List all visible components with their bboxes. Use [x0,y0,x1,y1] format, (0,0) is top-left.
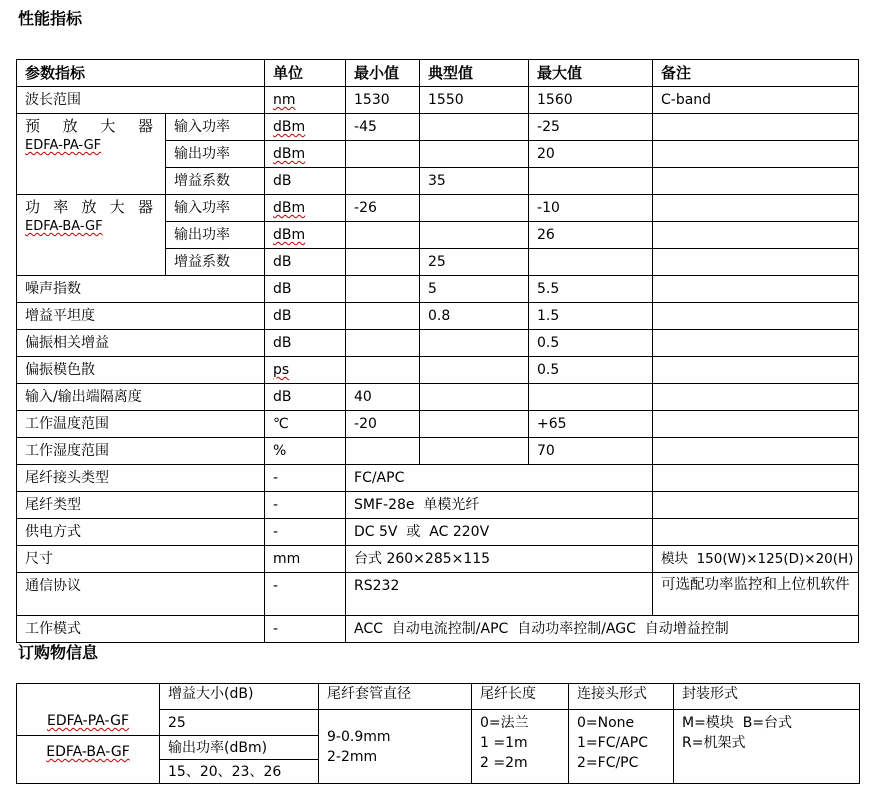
row-unit: dB [265,303,346,330]
row-unit: dB [265,330,346,357]
row-max: 0.5 [529,357,653,384]
row-max: 0.5 [529,330,653,357]
performance-title: 性能指标 [18,9,83,28]
row-unit: dB [265,168,346,195]
pkg-header: 封装形式 [674,684,860,710]
gain-header: 增益大小(dB) [160,684,319,710]
table-row [17,276,859,303]
out-header: 输出功率(dBm) [160,736,319,760]
row-note [653,384,859,411]
row-unit: ps [265,357,346,384]
conn-header: 连接头形式 [569,684,674,710]
row-max: 70 [529,438,653,465]
row-note: C-band [653,87,859,114]
out-values: 15、20、23、26 [160,760,319,784]
row-name: 增益平坦度 [17,303,265,330]
row-typ [420,438,529,465]
table-row [17,546,859,573]
row-sub-name: 输出功率 [166,222,265,249]
table-row [17,357,859,384]
table-row [17,411,859,438]
row-typ [420,141,529,168]
pkg-values: M=模块 B=台式 R=机架式 [674,710,860,784]
row-unit: - [265,573,346,616]
row-name: 通信协议 [17,573,265,616]
table-header-row [17,60,859,87]
row-note [653,195,859,222]
row-note [653,114,859,141]
pre-amp-model: EDFA-PA-GF [25,138,102,153]
row-min: 40 [346,384,420,411]
row-name: 工作湿度范围 [17,438,265,465]
row-name: 波长范围 [17,87,265,114]
row-typ: 0.8 [420,303,529,330]
row-min: -26 [346,195,420,222]
header-note: 备注 [653,60,859,87]
ordering-title: 订购物信息 [18,643,99,662]
sleeve-values: 9-0.9mm 2-2mm [319,710,472,784]
row-typ [420,195,529,222]
table-row [17,573,859,616]
pa-model-cell: EDFA-PA-GF [17,684,160,736]
row-name: 供电方式 [17,519,265,546]
row-note: 模块 150(W)×125(D)×20(H) [653,546,859,573]
row-note [653,276,859,303]
row-min [346,357,420,384]
row-name: 偏振相关增益 [17,330,265,357]
row-note [653,330,859,357]
row-name: 输入/输出端隔离度 [17,384,265,411]
row-typ [420,330,529,357]
table-row [17,465,859,492]
row-note [653,357,859,384]
row-unit: dB [265,276,346,303]
row-value: DC 5V 或 AC 220V [346,519,653,546]
row-unit: dB [265,249,346,276]
table-row [17,303,859,330]
ordering-table [16,683,860,784]
table-row [17,492,859,519]
table-row [17,519,859,546]
row-min: -45 [346,114,420,141]
row-value: RS232 [346,573,653,616]
row-unit: - [265,519,346,546]
row-min [346,141,420,168]
table-row [17,384,859,411]
row-unit: dBm [265,141,346,168]
row-unit: nm [265,87,346,114]
row-unit: dBm [265,195,346,222]
row-note [653,222,859,249]
row-note [653,519,859,546]
table-row [17,616,859,643]
row-note [653,465,859,492]
length-header: 尾纤长度 [472,684,569,710]
row-unit: mm [265,546,346,573]
row-sub-name: 增益系数 [166,249,265,276]
row-note [653,168,859,195]
row-unit: - [265,465,346,492]
row-max: -25 [529,114,653,141]
header-min: 最小值 [346,60,420,87]
row-note [653,141,859,168]
row-note [653,249,859,276]
row-typ [420,222,529,249]
row-sub-name: 输入功率 [166,114,265,141]
row-note [653,411,859,438]
row-name: 偏振模色散 [17,357,265,384]
table-row [17,114,859,141]
header-max: 最大值 [529,60,653,87]
row-value: ACC 自动电流控制/APC 自动功率控制/AGC 自动增益控制 [346,616,859,643]
row-max: 5.5 [529,276,653,303]
row-unit: - [265,492,346,519]
table-row [17,330,859,357]
row-unit: - [265,616,346,643]
row-min: 1530 [346,87,420,114]
row-name: 工作模式 [17,616,265,643]
row-unit: ℃ [265,411,346,438]
booster-group-label: 功 率 放 大 器 EDFA-BA-GF [17,195,166,276]
row-name: 工作温度范围 [17,411,265,438]
row-min [346,276,420,303]
pre-amp-group-label: 预 放 大 器 EDFA-PA-GF [17,114,166,195]
sleeve-header: 尾纤套管直径 [319,684,472,710]
gain-value: 25 [160,710,319,736]
row-note: 可选配功率监控和上位机软件 [653,573,859,616]
conn-values: 0=None 1=FC/APC 2=FC/PC [569,710,674,784]
row-sub-name: 增益系数 [166,168,265,195]
row-unit: % [265,438,346,465]
row-max: 26 [529,222,653,249]
row-name: 尺寸 [17,546,265,573]
table-row [17,438,859,465]
row-name: 尾纤类型 [17,492,265,519]
row-unit: dBm [265,114,346,141]
row-value: 台式 260×285×115 [346,546,653,573]
row-name: 噪声指数 [17,276,265,303]
table-row [17,684,860,710]
performance-table [16,59,859,643]
row-name: 尾纤接头类型 [17,465,265,492]
row-max: -10 [529,195,653,222]
row-max: +65 [529,411,653,438]
header-typ: 典型值 [420,60,529,87]
row-typ [420,114,529,141]
table-row [17,195,859,222]
row-min [346,330,420,357]
row-typ [420,357,529,384]
row-max [529,168,653,195]
row-sub-name: 输入功率 [166,195,265,222]
row-typ: 5 [420,276,529,303]
row-typ: 1550 [420,87,529,114]
row-min [346,438,420,465]
row-unit: dBm [265,222,346,249]
row-min [346,168,420,195]
row-min [346,249,420,276]
ba-model-cell: EDFA-BA-GF [17,736,160,784]
row-value: FC/APC [346,465,653,492]
row-min [346,222,420,249]
row-max [529,384,653,411]
row-min: -20 [346,411,420,438]
row-typ [420,384,529,411]
row-max: 1.5 [529,303,653,330]
row-typ: 25 [420,249,529,276]
row-note [653,492,859,519]
row-unit: dB [265,384,346,411]
row-note [653,303,859,330]
row-typ: 35 [420,168,529,195]
header-unit: 单位 [265,60,346,87]
header-param: 参数指标 [17,60,265,87]
length-values: 0=法兰 1 =1m 2 =2m [472,710,569,784]
row-typ [420,411,529,438]
row-sub-name: 输出功率 [166,141,265,168]
row-value: SMF-28e 单模光纤 [346,492,653,519]
booster-model: EDFA-BA-GF [25,219,103,234]
table-row [17,87,859,114]
row-max [529,249,653,276]
row-max: 1560 [529,87,653,114]
row-min [346,303,420,330]
row-note [653,438,859,465]
row-max: 20 [529,141,653,168]
